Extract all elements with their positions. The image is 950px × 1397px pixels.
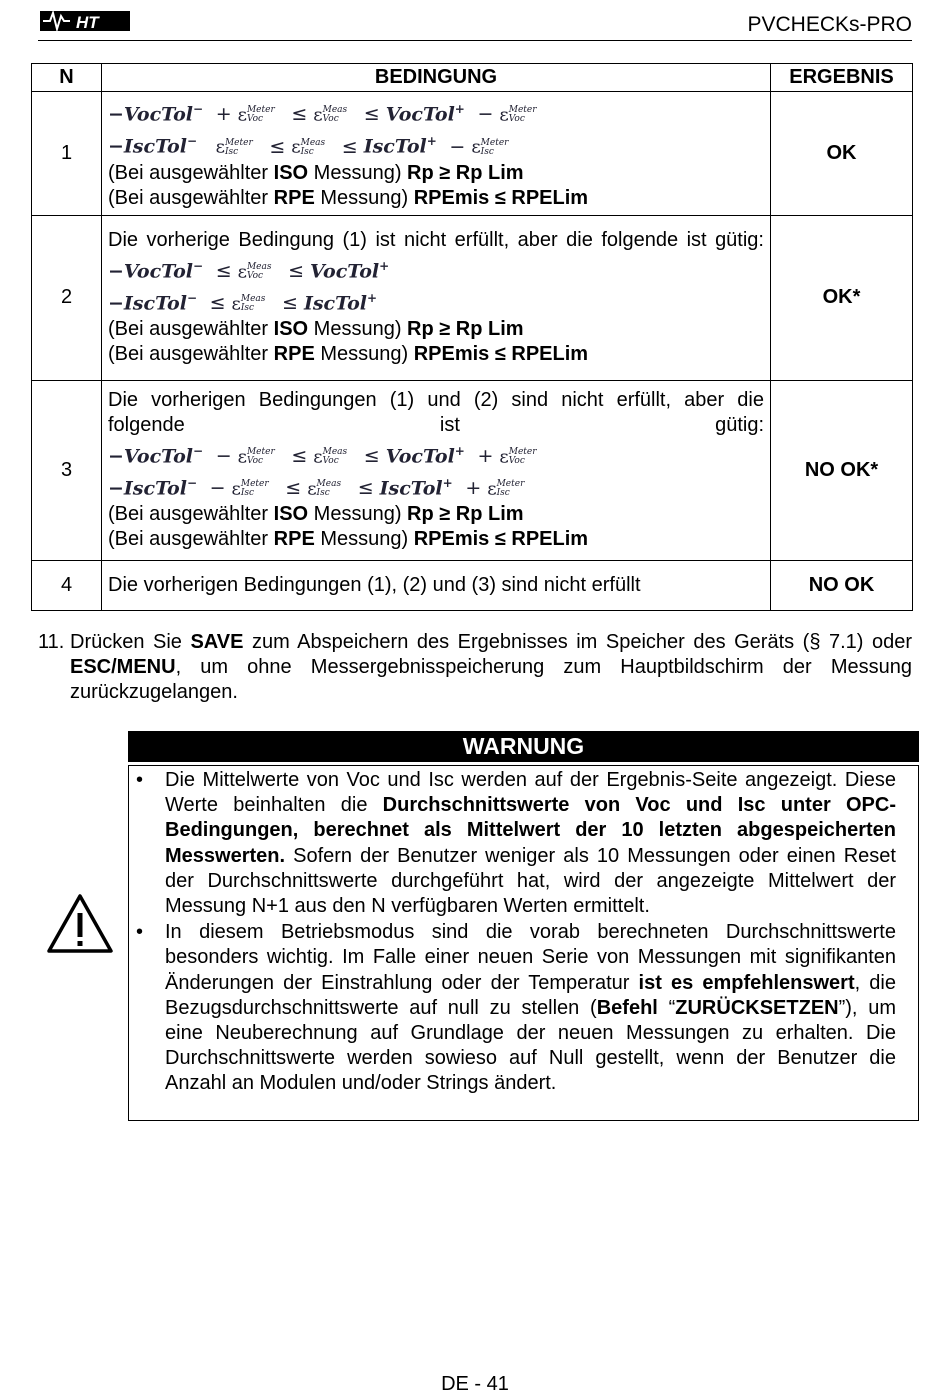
col-header-condition: BEDINGUNG (102, 64, 771, 92)
list-item: • In diesem Betriebsmodus sind die vorab berechneten Durchschnittswerte besonders wichtig. Im Falle einer neuen Serie von Messungen mit signifikanten Änderungen der Einstrahlung oder der Temperatur ist es empfehlenswert, die Bezugsdurchschnittswerte auf null zu stellen (Befehl “ZURÜCKSETZEN”), um eine Neuberechnung auf Grundlage der neuen Messungen zu erhalten. Die Durchschnittswerte werden sowieso auf Null gestellt, wenn der Benutzer die Anzahl an Modulen und/oder Strings ändert. (136, 921, 897, 1095)
col-header-result: ERGEBNIS (771, 64, 913, 92)
row-number: 4 (32, 560, 102, 610)
bullet-icon: • (136, 921, 144, 944)
result-cell: NO OK (771, 560, 913, 610)
table-row (32, 380, 913, 560)
table-header-row (32, 64, 913, 92)
ht-logo (40, 8, 132, 34)
col-header-n: N (32, 64, 102, 92)
isc-formula: −IscTol− ≤ ε Meas Isc ≤ IscTol+ (108, 291, 378, 315)
logo-text: HT (76, 13, 99, 32)
row-number: 1 (32, 92, 102, 216)
condition-intro: Die vorherigen Bedingungen (1) und (2) sind nicht erfüllt, aber die folgende ist gütig: (108, 388, 764, 436)
table-row (32, 215, 913, 380)
iso-condition: (Bei ausgewählter ISO Messung) Rp ≥ Rp Lim (108, 161, 524, 184)
isc-formula: −IscTol− − ε Meter Isc ≤ ε Meas Isc ≤ IscTol+ + ε Meter Isc (108, 476, 525, 500)
iso-condition: (Bei ausgewählter ISO Messung) Rp ≥ Rp Lim (108, 503, 524, 526)
row-number: 3 (32, 380, 102, 560)
voc-formula: −VocTol− ≤ ε Meas Voc ≤ VocTol+ (108, 258, 390, 283)
condition-intro: Die vorherige Bedingung (1) ist nicht erfüllt, aber die folgende ist gütig: (108, 228, 764, 251)
row-number: 2 (32, 215, 102, 380)
header-divider (38, 40, 912, 41)
warning-title: WARNUNG (128, 731, 919, 762)
page-number: DE - 41 (441, 1373, 509, 1395)
table-row (32, 560, 913, 610)
conditions-table (31, 63, 913, 611)
rpe-condition: (Bei ausgewählter RPE Messung) RPEmis ≤ RPELim (108, 528, 589, 551)
condition-cell (102, 92, 771, 216)
warning-bullets (136, 768, 896, 1097)
table-row (32, 92, 913, 216)
result-cell: OK (771, 92, 913, 216)
bullet-icon: • (136, 769, 144, 791)
voc-formula: −VocTol− + ε Meter Voc ≤ ε Meas Voc ≤ VocTol+ − ε Meter Voc (108, 102, 537, 126)
iso-condition: (Bei ausgewählter ISO Messung) Rp ≥ Rp Lim (108, 318, 524, 341)
condition-cell (102, 380, 771, 560)
isc-formula: −IscTol− ε Meter Isc ≤ ε Meas Isc ≤ IscTol+ − ε Meter Isc (108, 134, 509, 158)
condition-cell: Die vorherigen Bedingungen (1), (2) und (3) sind nicht erfüllt (102, 560, 771, 610)
result-cell: OK* (771, 215, 913, 380)
header-title: PVCHECKs-PRO (747, 13, 912, 36)
voc-formula: −VocTol− − ε Meter Voc ≤ ε Meas Voc ≤ VocTol+ + ε Meter Voc (108, 443, 537, 468)
step-11 (38, 630, 912, 705)
warning-triangle-icon (46, 893, 114, 955)
condition-cell (102, 215, 771, 380)
list-item: • Die Mittelwerte von Voc und Isc werden auf der Ergebnis-Seite angezeigt. Diese Werte beinhalten die Durchschnittswerte von Voc und Isc unter OPC-Bedingungen, berechnet als Mittelwert der 10 letzten abgespeicherten Messwerten. Sofern der Benutzer weniger als 10 Messungen oder einen Reset der Durchschnittswerte durchgeführt hat, wird der angezeigte Mittelwert der Messung N+1 aus den N verfügbaren Werten ermittelt. (136, 769, 896, 918)
rpe-condition: (Bei ausgewählter RPE Messung) RPEmis ≤ RPELim (108, 343, 589, 366)
result-cell: NO OK* (771, 380, 913, 560)
step-number: 11. (38, 631, 65, 653)
step-text: Drücken Sie SAVE zum Abspeichern des Ergebnisses im Speicher des Geräts (§ 7.1) oder ESC/MENU, um ohne Messergebnisspeicherung zum Hauptbildschirm der Messung zurückzugelangen. (70, 631, 912, 703)
rpe-condition: (Bei ausgewählter RPE Messung) RPEmis ≤ RPELim (108, 186, 589, 209)
